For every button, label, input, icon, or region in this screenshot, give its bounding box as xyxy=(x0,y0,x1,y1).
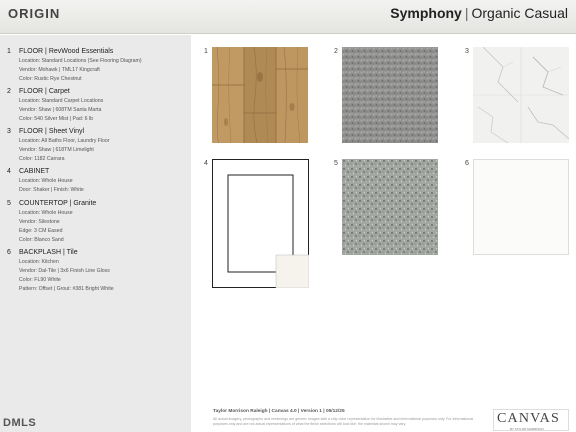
selection-list xyxy=(0,35,191,432)
collection-title xyxy=(390,5,568,21)
selection-title: COUNTERTOP | Granite xyxy=(19,200,97,207)
selection-title: FLOOR | Sheet Vinyl xyxy=(19,128,85,135)
selection-detail: Color: FL90 White xyxy=(19,277,61,283)
selection-number: 2 xyxy=(7,88,11,95)
mls-watermark: DMLS xyxy=(3,417,37,429)
wood-plank-swatch xyxy=(212,47,308,143)
swatch-number: 5 xyxy=(334,160,338,167)
selection-detail: Pattern: Offset | Grout: #381 Bright White xyxy=(19,286,114,292)
carpet-swatch xyxy=(342,47,438,143)
swatch-number: 3 xyxy=(465,48,469,55)
selection-number: 3 xyxy=(7,128,11,135)
selection-number: 1 xyxy=(7,48,11,55)
selection-detail: Edge: 3 CM Eased xyxy=(19,228,63,234)
canvas-logo-text: CANVAS xyxy=(497,411,560,426)
brand-logo: ORIGIN xyxy=(8,6,61,21)
header-bar xyxy=(0,0,576,34)
selection-title: CABINET xyxy=(19,168,50,175)
selection-detail: Location: Standard Carpet Locations xyxy=(19,98,104,104)
selection-title: FLOOR | RevWood Essentials xyxy=(19,48,114,55)
footer-disclaimer: All actual imagery, photographs and renderings are generic images with a chip color representation for illustrative and informational purposes only. For informational purposes only and are not actual representations of what the finish selections will look like; the materials shown may vary. xyxy=(213,417,474,426)
selection-detail: Location: Whole House xyxy=(19,210,73,216)
selection-detail: Color: 540 Silver Mist | Pad: 6 lb xyxy=(19,116,94,122)
swatch-number: 2 xyxy=(334,48,338,55)
selection-number: 4 xyxy=(7,168,11,175)
swatch-number: 1 xyxy=(204,48,208,55)
swatch-number: 4 xyxy=(204,160,208,167)
collection-style: Organic Casual xyxy=(471,5,568,21)
selection-detail: Location: Whole House xyxy=(19,178,73,184)
selection-detail: Color: Rustic Rye Chestnut xyxy=(19,76,82,82)
shaker-cabinet-door-swatch xyxy=(212,159,309,288)
selection-title: BACKPLASH | Tile xyxy=(19,249,78,256)
granite-swatch xyxy=(342,159,438,255)
marble-vinyl-swatch xyxy=(473,47,569,143)
selection-detail: Door: Shaker | Finish: White xyxy=(19,187,84,193)
swatch-number: 6 xyxy=(465,160,469,167)
selection-detail: Color: 1182 Carrara xyxy=(19,156,65,162)
selection-detail: Location: Standard Locations (See Flooring Diagram) xyxy=(19,58,142,64)
title-separator: | xyxy=(464,5,469,21)
collection-name: Symphony xyxy=(390,5,462,21)
selection-detail: Vendor: Mohawk | TML17 Kingcraft xyxy=(19,67,100,73)
selection-detail: Location: Kitchen xyxy=(19,259,59,265)
selection-title: FLOOR | Carpet xyxy=(19,88,70,95)
canvas-logo-subtext: BY TAYLOR MORRISON xyxy=(510,427,544,431)
footer-version-info: Taylor Morrison Raleigh | Canvas 4.0 | Version 1 | 05/12/25 xyxy=(213,409,345,414)
selection-detail: Vendor: Shaw | 618TM Limelight xyxy=(19,147,94,153)
white-tile-swatch xyxy=(473,159,569,255)
selection-detail: Vendor: Shaw | 608TM Santa Marta xyxy=(19,107,102,113)
selection-detail: Vendor: Silestone xyxy=(19,219,60,225)
selection-detail: Vendor: Dal-Tile | 3x6 Finish Line Gloss xyxy=(19,268,110,274)
selection-number: 6 xyxy=(7,249,11,256)
selection-detail: Color: Blanco Sand xyxy=(19,237,64,243)
selection-number: 5 xyxy=(7,200,11,207)
selection-detail: Location: All Baths Floor, Laundry Floor xyxy=(19,138,110,144)
